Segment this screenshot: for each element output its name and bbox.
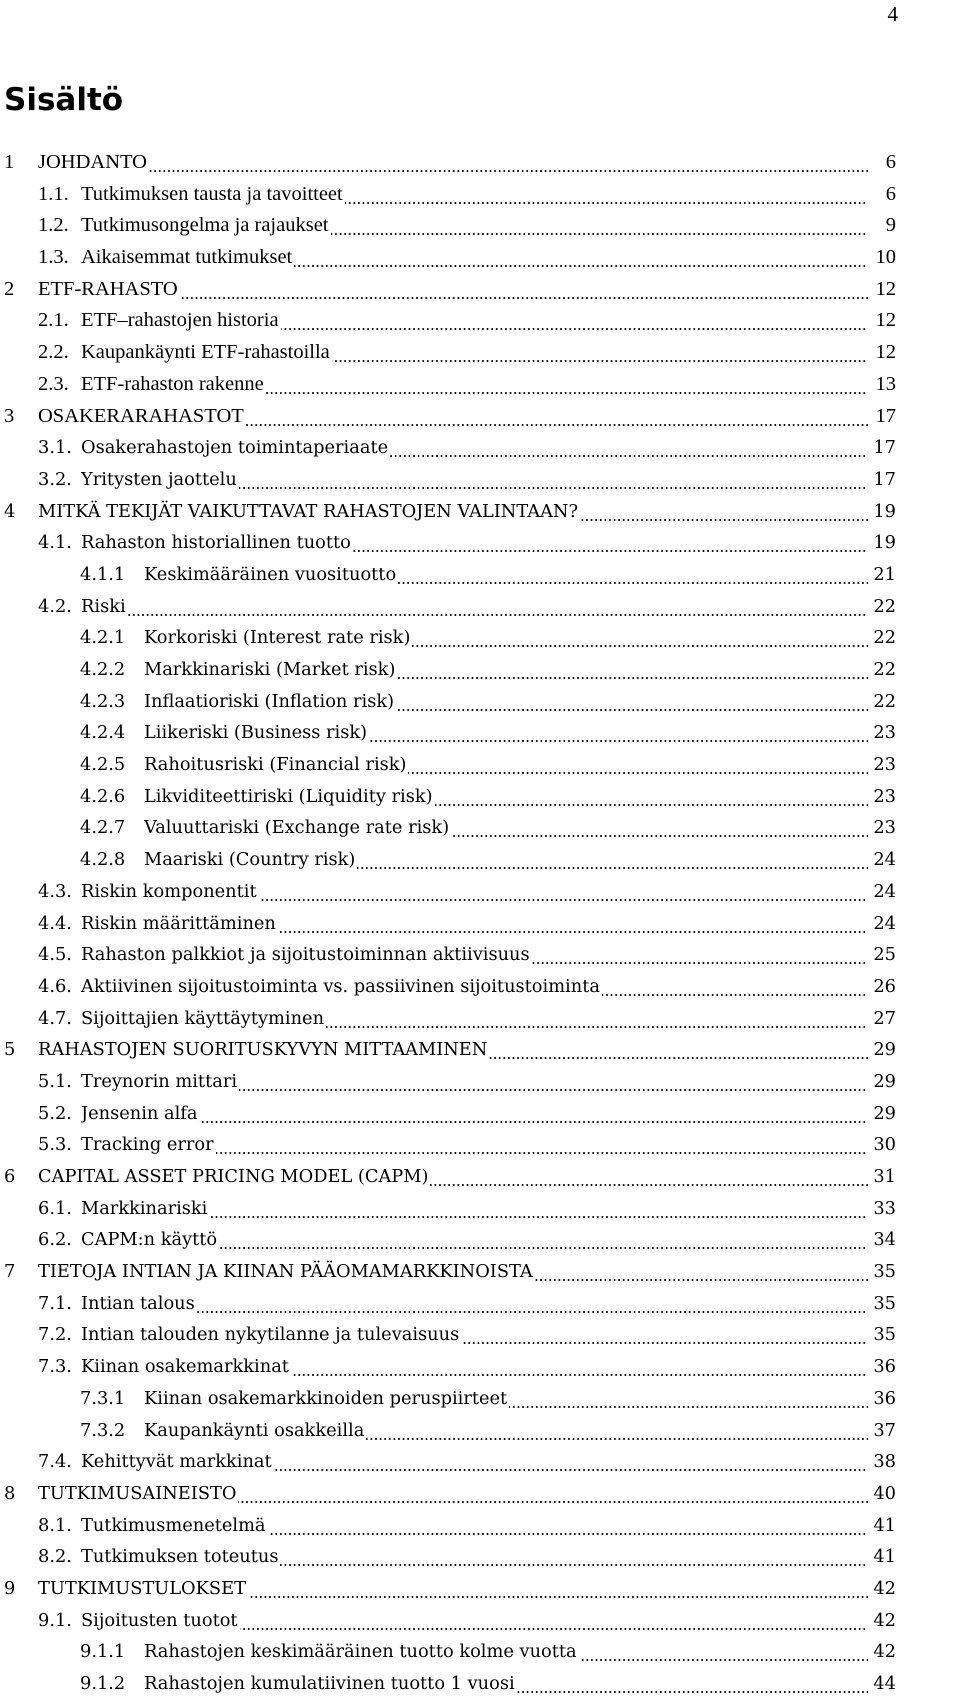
toc-entry[interactable]	[4, 401, 896, 433]
toc-entry[interactable]	[4, 971, 896, 1003]
toc-entry-page: 22	[873, 595, 896, 617]
toc-entry-page: 35	[873, 1261, 896, 1283]
toc-entry-number: 4.7.	[38, 1007, 72, 1029]
toc-entry-page: 22	[873, 627, 896, 649]
toc-entry-number: 1	[4, 151, 15, 173]
toc-entry-title[interactable]	[144, 1415, 868, 1447]
toc-entry-page: 22	[873, 659, 896, 680]
toc-entry-page: 31	[873, 1166, 896, 1187]
toc-entry-page: 19	[873, 532, 896, 554]
toc-entry-title-text: Treynorin mittari	[81, 1070, 238, 1092]
toc-entry-page: 40	[873, 1482, 896, 1504]
toc-entry-page: 26	[873, 975, 896, 997]
toc-entry-page: 23	[873, 817, 896, 839]
toc-entry-title[interactable]	[81, 971, 868, 1003]
toc-entry[interactable]	[4, 1193, 896, 1225]
toc-entry-page: 17	[875, 404, 896, 427]
toc-entry[interactable]	[4, 622, 896, 654]
toc-entry-page: 42	[873, 1641, 896, 1663]
toc-entry-title[interactable]	[81, 242, 868, 274]
toc-entry-title-text: Intian talouden nykytilanne ja tulevaisuus	[81, 1324, 460, 1346]
toc-entry-number: 7.1.	[38, 1292, 72, 1314]
toc-entry-number: 3.1.	[38, 437, 72, 459]
toc-entry-page: 22	[873, 690, 896, 712]
toc-entry-title-text: Markkinariski (Market risk)	[144, 659, 396, 680]
toc-entry[interactable]	[4, 1478, 896, 1510]
toc-entry-title-text: Rahastojen keskimääräinen tuotto kolme vuotta	[144, 1641, 577, 1663]
toc-entry-page: 30	[873, 1134, 896, 1156]
toc-entry[interactable]	[4, 1383, 896, 1415]
toc-entry[interactable]	[4, 1098, 896, 1130]
toc-entry-title[interactable]	[144, 1636, 868, 1668]
toc-entry-number: 4.5.	[38, 944, 72, 966]
toc-entry-number: 7.3.1	[80, 1387, 126, 1409]
toc-entry-title-text: Tutkimuksen toteutus	[81, 1546, 279, 1568]
toc-entry-page: 23	[873, 785, 896, 807]
toc-entry[interactable]	[4, 527, 896, 559]
toc-entry[interactable]	[4, 147, 896, 179]
toc-entry-number: 3.2.	[38, 468, 72, 490]
toc-entry[interactable]	[4, 1066, 896, 1098]
toc-entry-title[interactable]	[38, 1478, 868, 1510]
toc-entry-number: 3	[4, 404, 15, 427]
toc-entry-title[interactable]	[38, 401, 868, 433]
toc-entry-title[interactable]	[81, 1129, 868, 1161]
toc-entry-title-text: Kehittyvät markkinat	[81, 1451, 272, 1473]
toc-entry-title[interactable]	[81, 908, 868, 940]
toc-entry[interactable]	[4, 559, 896, 591]
toc-entry[interactable]	[4, 1129, 896, 1161]
toc-entry[interactable]	[4, 939, 896, 971]
toc-entry-title[interactable]	[81, 1351, 868, 1383]
toc-entry-title-text: Yritysten jaottelu	[81, 468, 237, 490]
toc-entry-title-text: Kaupankäynti osakkeilla	[144, 1419, 365, 1441]
toc-entry-title-text: Intian talous	[81, 1292, 195, 1314]
toc-entry-page: 38	[873, 1451, 896, 1473]
toc-entry[interactable]	[4, 781, 896, 813]
toc-entry-title-text: JOHDANTO	[38, 151, 147, 173]
toc-entry-page: 12	[875, 277, 896, 300]
toc-entry-title-text: Valuuttariski (Exchange rate risk)	[144, 817, 450, 839]
toc-entry[interactable]	[4, 1541, 896, 1573]
toc-entry-number: 4.1.	[38, 532, 72, 554]
toc-entry-title[interactable]	[38, 1573, 868, 1605]
toc-entry-title-text: Keskimääräinen vuosituotto	[144, 563, 397, 585]
toc-entry-number: 2	[4, 277, 15, 300]
toc-entry-page: 42	[873, 1609, 896, 1631]
toc-title: Sisältö	[4, 82, 124, 118]
toc-entry[interactable]	[4, 179, 896, 211]
toc-entry-page: 35	[873, 1292, 896, 1314]
toc-entry-title[interactable]	[81, 591, 868, 623]
toc-entry-page: 12	[875, 341, 896, 364]
toc-entry-title-text: Markkinariski	[81, 1197, 208, 1219]
toc-entry-title[interactable]	[144, 781, 868, 813]
toc-entry-title[interactable]	[81, 1605, 868, 1637]
toc-entry-title[interactable]	[38, 1034, 868, 1066]
toc-entry[interactable]	[4, 1636, 896, 1668]
toc-entry-title-text: Tracking error	[81, 1134, 214, 1156]
toc-entry-title[interactable]	[144, 1383, 868, 1415]
toc-entry-number: 4.2.4	[80, 722, 126, 744]
toc-entry-page: 27	[873, 1007, 896, 1029]
toc-entry[interactable]	[4, 1415, 896, 1447]
toc-entry-number: 8.1.	[38, 1514, 72, 1536]
toc-entry-title[interactable]	[81, 337, 868, 369]
toc-entry-title[interactable]	[38, 1161, 868, 1193]
toc-entry-page: 10	[875, 246, 896, 269]
toc-entry[interactable]	[4, 1668, 896, 1700]
toc-entry-title[interactable]	[81, 1098, 868, 1130]
toc-entry-title[interactable]	[81, 464, 868, 496]
toc-entry[interactable]	[4, 1446, 896, 1478]
toc-entry-page: 42	[873, 1577, 896, 1599]
toc-entry-page: 29	[873, 1039, 896, 1061]
toc-entry-title[interactable]	[144, 749, 868, 781]
toc-entry-title-text: Kaupankäynti ETF-rahastoilla	[81, 341, 330, 364]
toc-entry-title-text: Tutkimuksen tausta ja tavoitteet	[81, 182, 343, 205]
toc-entry-page: 23	[873, 722, 896, 744]
toc-entry-title-text: TUTKIMUSAINEISTO	[38, 1482, 237, 1504]
toc-entry-title-text: Korkoriski (Interest rate risk)	[144, 627, 411, 649]
toc-entry[interactable]	[4, 1161, 896, 1193]
toc-entry-title-text: Rahaston historiallinen tuotto	[81, 532, 351, 554]
toc-entry-page: 37	[873, 1419, 896, 1441]
toc-entry-number: 2.3.	[38, 372, 69, 395]
toc-entry-page: 12	[875, 309, 896, 332]
toc-entry-page: 24	[873, 849, 896, 871]
toc-entry-number: 5.2.	[38, 1102, 72, 1124]
toc-entry-number: 1.3.	[38, 246, 69, 269]
toc-entry-title-text: Rahoitusriski (Financial risk)	[144, 754, 407, 776]
toc-entry-title[interactable]	[81, 1193, 868, 1225]
toc-entry-page: 35	[873, 1324, 896, 1346]
toc-entry-title-text: Inflaatioriski (Inflation risk)	[144, 690, 395, 712]
toc-entry-page: 36	[873, 1356, 896, 1378]
toc-entry[interactable]	[4, 337, 896, 369]
toc-entry-page: 33	[873, 1197, 896, 1219]
toc-entry-number: 7.2.	[38, 1324, 72, 1346]
toc-entry-number: 5.3.	[38, 1134, 72, 1156]
toc-entry-title[interactable]	[81, 1288, 868, 1320]
toc-entry-number: 4	[4, 500, 16, 522]
toc-entry-title-text: ETF-RAHASTO	[38, 277, 178, 300]
toc-entry-number: 8.2.	[38, 1546, 72, 1568]
toc-entry-number: 4.6.	[38, 975, 72, 997]
toc-entry[interactable]	[4, 369, 896, 401]
toc-entry-title-text: ETF–rahastojen historia	[81, 309, 279, 332]
toc-entry-number: 7.4.	[38, 1451, 72, 1473]
toc-entry-page: 21	[873, 563, 896, 585]
toc-entry-page: 17	[873, 437, 896, 459]
toc-entry-number: 1.1.	[38, 182, 69, 205]
toc-entry-page: 36	[873, 1387, 896, 1409]
toc-entry[interactable]	[4, 1003, 896, 1035]
toc-entry[interactable]	[4, 876, 896, 908]
toc-entry[interactable]	[4, 1256, 896, 1288]
toc-entry-title[interactable]	[38, 274, 868, 306]
toc-entry-title-text: MITKÄ TEKIJÄT VAIKUTTAVAT RAHASTOJEN VALINTAAN?	[38, 500, 579, 522]
toc-entry-number: 5.1.	[38, 1070, 72, 1092]
toc-entry[interactable]	[4, 1605, 896, 1637]
toc-entry-title[interactable]	[81, 1446, 868, 1478]
toc-entry-title[interactable]	[38, 147, 868, 179]
toc-entry-title[interactable]	[81, 527, 868, 559]
toc-entry[interactable]	[4, 242, 896, 274]
toc-entry-title[interactable]	[81, 1319, 868, 1351]
toc-entry-page: 13	[875, 372, 896, 395]
toc-entry-title-text: ETF-rahaston rakenne	[81, 372, 264, 395]
page-number: 4	[887, 2, 898, 26]
toc-entry-number: 9.1.2	[80, 1673, 126, 1694]
toc-entry-title[interactable]	[144, 686, 868, 718]
toc-entry-number: 7.3.2	[80, 1419, 126, 1441]
toc-entry-title[interactable]	[81, 1066, 868, 1098]
toc-entry-number: 4.2.	[38, 595, 72, 617]
toc-entry-title-text: Rahaston palkkiot ja sijoitustoiminnan aktiivisuus	[81, 944, 530, 966]
toc-entry[interactable]	[4, 210, 896, 242]
toc-entry-title-text: Riskin määrittäminen	[81, 912, 276, 934]
toc-entry-title[interactable]	[144, 559, 868, 591]
toc-entry[interactable]	[4, 305, 896, 337]
toc-entry[interactable]	[4, 844, 896, 876]
toc-entry-number: 9	[4, 1577, 16, 1599]
toc-entry-title-text: Tutkimusongelma ja rajaukset	[81, 214, 329, 237]
toc-entry-page: 9	[885, 214, 896, 237]
toc-entry-title-text: Liikeriski (Business risk)	[144, 722, 368, 744]
toc-entry-title[interactable]	[38, 1256, 868, 1288]
toc-entry-number: 4.2.1	[80, 627, 126, 649]
toc-entry-title[interactable]	[81, 876, 868, 908]
toc-entry-number: 2.1.	[38, 309, 69, 332]
toc-entry-title[interactable]	[144, 622, 868, 654]
toc-entry-title[interactable]	[81, 305, 868, 337]
toc-entry-page: 6	[885, 151, 896, 173]
toc-entry-page: 41	[873, 1514, 896, 1536]
toc-entry-title-text: Tutkimusmenetelmä	[81, 1514, 266, 1536]
toc-entry-page: 29	[873, 1102, 896, 1124]
toc-entry-number: 4.3.	[38, 880, 72, 902]
toc-entry-title-text: Sijoitusten tuotot	[81, 1609, 238, 1631]
toc-entry-title-text: Riskin komponentit	[81, 880, 257, 902]
toc-entry-number: 5	[4, 1039, 16, 1061]
toc-entry-page: 41	[873, 1546, 896, 1568]
toc-entry-page: 34	[873, 1229, 896, 1251]
toc-entry-number: 6.2.	[38, 1229, 72, 1251]
toc-entry-title-text: RAHASTOJEN SUORITUSKYVYN MITTAAMINEN	[38, 1039, 488, 1061]
toc-entry[interactable]	[4, 749, 896, 781]
toc-entry-title-text: Aktiivinen sijoitustoiminta vs. passiivinen sijoitustoiminta	[81, 975, 600, 997]
toc-entry-title[interactable]	[81, 1224, 868, 1256]
toc-entry-title-text: Jensenin alfa	[81, 1102, 198, 1124]
toc-entry[interactable]	[4, 1319, 896, 1351]
toc-entry-title[interactable]	[81, 369, 868, 401]
toc-entry-title-text: Riski	[81, 595, 126, 617]
toc-entry[interactable]	[4, 1034, 896, 1066]
toc-entry-number: 4.2.3	[80, 690, 126, 712]
toc-entry-number: 7.3.	[38, 1356, 72, 1378]
toc-entry-title[interactable]	[144, 1668, 868, 1700]
toc-entry-number: 6.1.	[38, 1197, 72, 1219]
toc-entry[interactable]	[4, 591, 896, 623]
toc-entry-page: 23	[873, 754, 896, 776]
toc-entry[interactable]	[4, 812, 896, 844]
table-of-contents	[4, 147, 896, 1700]
toc-entry-number: 1.2.	[38, 214, 69, 237]
toc-entry-number: 2.2.	[38, 341, 69, 364]
toc-entry[interactable]	[4, 1224, 896, 1256]
toc-entry-number: 4.2.8	[80, 849, 126, 871]
toc-entry-number: 9.1.1	[80, 1641, 126, 1663]
toc-entry-number: 4.2.5	[80, 754, 126, 776]
toc-entry-number: 4.4.	[38, 912, 72, 934]
toc-entry-title[interactable]	[38, 496, 868, 528]
toc-entry-number: 9.1.	[38, 1609, 72, 1631]
toc-entry-number: 7	[4, 1261, 16, 1283]
toc-entry-title-text: Maariski (Country risk)	[144, 849, 356, 871]
toc-entry[interactable]	[4, 432, 896, 464]
toc-entry[interactable]	[4, 496, 896, 528]
toc-entry-title[interactable]	[144, 654, 868, 686]
toc-entry[interactable]	[4, 686, 896, 718]
toc-entry-title-text: Aikaisemmat tutkimukset	[81, 246, 293, 269]
toc-entry[interactable]	[4, 464, 896, 496]
toc-entry-number: 6	[4, 1166, 16, 1187]
toc-entry[interactable]	[4, 1510, 896, 1542]
toc-entry-title-text: CAPITAL ASSET PRICING MODEL (CAPM)	[38, 1166, 429, 1187]
toc-entry-title[interactable]	[81, 1003, 868, 1035]
toc-entry-number: 8	[4, 1482, 16, 1504]
toc-entry-title-text: Kiinan osakemarkkinat	[81, 1356, 289, 1378]
toc-entry-title[interactable]	[144, 812, 868, 844]
toc-entry-title-text: CAPM:n käyttö	[81, 1229, 218, 1251]
toc-entry[interactable]	[4, 274, 896, 306]
toc-entry-number: 4.2.6	[80, 785, 126, 807]
toc-entry-page: 29	[873, 1070, 896, 1092]
toc-entry[interactable]	[4, 1573, 896, 1605]
toc-entry-page: 19	[873, 500, 896, 522]
toc-entry-title-text: OSAKERARAHASTOT	[38, 404, 244, 427]
toc-entry[interactable]	[4, 1351, 896, 1383]
toc-entry[interactable]	[4, 1288, 896, 1320]
toc-entry-page: 24	[873, 880, 896, 902]
toc-entry-title[interactable]	[81, 1510, 868, 1542]
toc-entry-title-text: Kiinan osakemarkkinoiden peruspiirteet	[144, 1387, 508, 1409]
toc-entry-page: 17	[873, 468, 896, 490]
toc-entry-title[interactable]	[144, 844, 868, 876]
toc-entry-title[interactable]	[81, 1541, 868, 1573]
toc-entry-page: 24	[873, 912, 896, 934]
toc-entry-title[interactable]	[144, 717, 868, 749]
toc-entry-title[interactable]	[81, 939, 868, 971]
toc-entry-title-text: Likviditeettiriski (Liquidity risk)	[144, 785, 433, 807]
toc-entry-title-text: TUTKIMUSTULOKSET	[38, 1577, 246, 1599]
toc-entry-title[interactable]	[81, 179, 868, 211]
toc-entry-number: 4.2.7	[80, 817, 126, 839]
toc-entry-page: 25	[873, 944, 896, 966]
toc-entry-title[interactable]	[81, 210, 868, 242]
toc-entry-title-text: TIETOJA INTIAN JA KIINAN PÄÄOMAMARKKINOISTA	[38, 1261, 533, 1283]
toc-entry-title-text: Sijoittajien käyttäytyminen	[81, 1007, 325, 1029]
toc-entry-page: 44	[873, 1673, 896, 1694]
toc-entry-title-text: Osakerahastojen toimintaperiaate	[81, 437, 389, 459]
toc-entry-number: 4.2.2	[80, 659, 126, 680]
toc-entry-page: 6	[885, 182, 896, 205]
toc-entry[interactable]	[4, 717, 896, 749]
toc-entry-number: 4.1.1	[80, 563, 126, 585]
toc-entry[interactable]	[4, 908, 896, 940]
toc-entry-title-text: Rahastojen kumulatiivinen tuotto 1 vuosi	[144, 1673, 515, 1694]
toc-entry[interactable]	[4, 654, 896, 686]
toc-entry-title[interactable]	[81, 432, 868, 464]
